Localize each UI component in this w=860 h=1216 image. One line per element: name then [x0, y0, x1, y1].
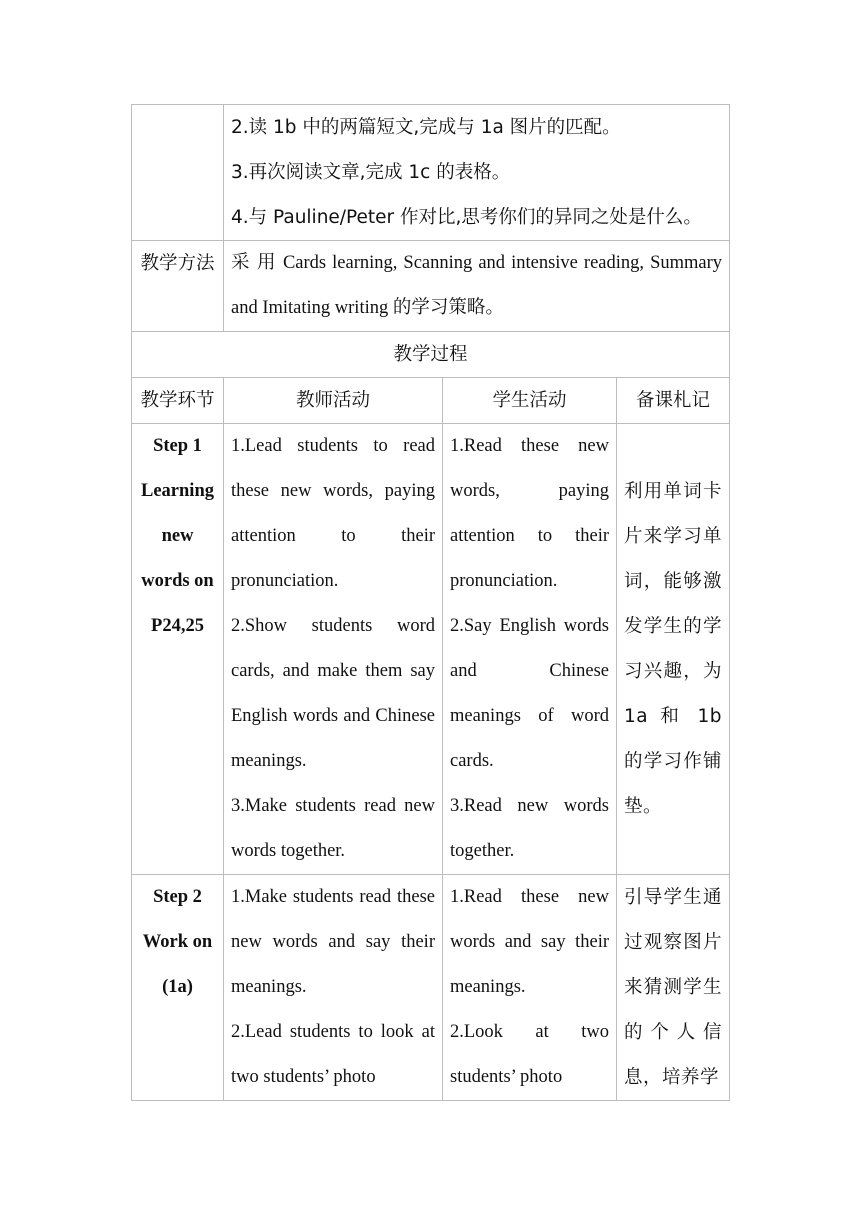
- method-label: 教学方法: [132, 241, 224, 332]
- header-student: 学生活动: [443, 378, 617, 424]
- goal-item: 4.与 Pauline/Peter 作对比,思考你们的异同之处是什么。: [231, 207, 702, 228]
- process-title-row: [132, 332, 730, 378]
- header-row: [132, 378, 730, 424]
- goals-cell: [224, 105, 730, 241]
- step-2-row: [132, 875, 730, 1101]
- step-1-student-activity: 1.Read these new words, paying attention to their pronunciation. 2.Say English words and Chinese meanings of word cards. 3.Read new words together.: [443, 424, 617, 875]
- step-1-teacher-activity: 1.Lead students to read these new words, paying attention to their pronunciation. 2.Show students word cards, and make them say English words and Chinese meanings. 3.Make students read new words together.: [224, 424, 443, 875]
- lesson-plan-table: [131, 104, 730, 1101]
- step-1-note: 利用单词卡片来学习单词，能够激发学生的学习兴趣，为 1a 和 1b 的学习作铺垫。: [617, 424, 730, 875]
- header-stage: 教学环节: [132, 378, 224, 424]
- goal-item: 3.再次阅读文章,完成 1c 的表格。: [231, 162, 511, 183]
- step-2-note: 引导学生通过观察图片来猜测学生的个人信息，培养学: [617, 875, 730, 1101]
- goals-row: [132, 105, 730, 241]
- goal-item: 2.读 1b 中的两篇短文,完成与 1a 图片的匹配。: [231, 117, 621, 138]
- process-title: 教学过程: [132, 332, 730, 378]
- step-2-teacher-activity: 1.Make students read these new words and say their meanings. 2.Lead students to look at two students’ photo: [224, 875, 443, 1101]
- step-2-title: Step 2 Work on (1a): [132, 875, 224, 1101]
- step-2-student-activity: 1.Read these new words and say their meanings. 2.Look at two students’ photo: [443, 875, 617, 1101]
- step-1-title: Step 1 Learning new words on P24,25: [132, 424, 224, 875]
- goals-label-cell: [132, 105, 224, 241]
- header-teacher: 教师活动: [224, 378, 443, 424]
- method-row: [132, 241, 730, 332]
- method-text: 采 用 Cards learning, Scanning and intensive reading, Summary and Imitating writing 的学习策略。: [224, 241, 730, 332]
- step-1-row: [132, 424, 730, 875]
- header-notes: 备课札记: [617, 378, 730, 424]
